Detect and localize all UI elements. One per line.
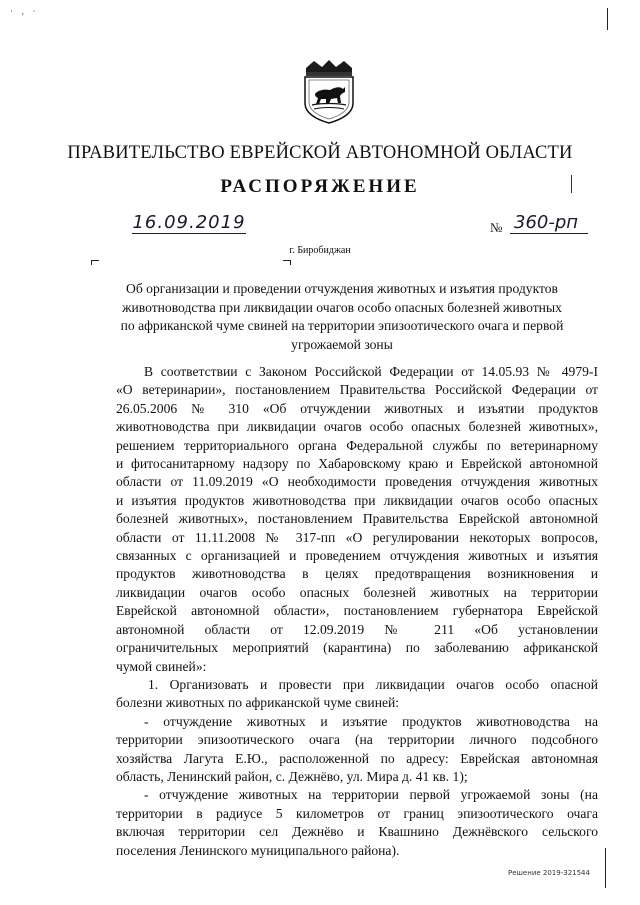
government-title: ПРАВИТЕЛЬСТВО ЕВРЕЙСКОЙ АВТОНОМНОЙ ОБЛАСТИ (67, 143, 573, 163)
city-label: г. Биробиджан (289, 245, 351, 256)
document-date: 16.09.2019 (132, 212, 246, 233)
body-line: продуктов животноводства в целях предотвращения возникновения и (116, 566, 598, 582)
clause-item-line: поселения Ленинского муниципального района). (116, 842, 400, 858)
document-subject (86, 280, 598, 354)
coat-of-arms-icon (300, 58, 358, 124)
clause-item-line: территории эпизоотического очага (на территории личного подсобного (116, 732, 598, 748)
body-line: решением территориального органа Федеральной службы по ветеринарному (116, 437, 598, 453)
clause-item-line: - отчуждение животных на территории первой угрожаемой зоны (на (144, 787, 598, 803)
document-body (116, 363, 598, 860)
clause-item-line: - отчуждение животных и изъятие продуктов животноводства на (144, 713, 598, 729)
scan-artifact-line (571, 175, 572, 193)
document-number: 360-рп (510, 213, 588, 234)
body-line: области от 11.09.2019 «О необходимости проведения отчуждения животных (116, 474, 598, 490)
corner-mark-right (283, 260, 291, 265)
body-line: и изъятия продуктов животноводства при ликвидации очагов особо опасных (116, 492, 598, 508)
subject-line: Об организации и проведении отчуждения животных и изъятия продуктов (126, 281, 558, 296)
corner-mark-left (91, 260, 99, 265)
body-line: 26.05.2006 № 310 «Об отчуждении животных и изъятии продуктов (116, 400, 598, 416)
clause-item-line: область, Ленинский район, с. Дежнёво, ул. Мира д. 41 кв. 1); (116, 768, 468, 784)
body-line: ликвидации очагов особо опасных болезней животных на территории (116, 584, 598, 600)
clause-line: 1. Организовать и провести при ликвидации очагов особо опасной (148, 676, 598, 692)
body-line: ограничительных мероприятий (карантина) по заболеванию африканской (116, 640, 598, 656)
body-line: животноводства при ликвидации очагов особо опасных болезней животных», (116, 419, 598, 435)
body-line: и фитосанитарному надзору по Хабаровскому краю и Еврейской автономной (116, 456, 598, 472)
footer-reference: Решение 2019-321544 (508, 869, 590, 877)
body-line: автономной области от 12.09.2019 № 211 «Об установлении (116, 621, 598, 637)
number-sign: № (490, 220, 503, 235)
body-line: области от 11.11.2008 № 317-пп «О регулировании некоторых вопросов, (116, 529, 598, 545)
document-type-heading: РАСПОРЯЖЕНИЕ (220, 176, 420, 197)
scan-specks: · ‚ · (10, 6, 39, 16)
clause-item-line: включая территории сел Дежнёво и Квашнино Дежнёвского сельского (116, 824, 598, 840)
subject-line: животноводства при ликвидации очагов особо опасных болезней животных (122, 299, 562, 315)
body-line: болезней животных», постановлением Правительства Еврейской автономной (116, 511, 598, 527)
scan-artifact-line (607, 8, 608, 30)
body-line: чумой свиней»: (116, 658, 207, 674)
clause-line: болезни животных по африканской чуме свиней: (116, 695, 400, 711)
body-line: В соответствии с Законом Российской Федерации от 14.05.93 № 4979-I (144, 364, 598, 379)
body-line: «О ветеринарии», постановлением Правительства Российской Федерации от (116, 382, 598, 398)
body-line: Еврейской автономной области», постановлением губернатора Еврейской (116, 603, 598, 619)
clause-item-line: хозяйства Лагута Е.Ю., расположенной по адресу: Еврейская автономная (116, 750, 598, 766)
subject-line: по африканской чуме свиней на территории эпизоотического очага и первой (120, 318, 564, 333)
clause-item-line: территории в радиусе 5 километров от границ эпизоотического очага (116, 805, 598, 821)
scan-artifact-line (605, 848, 606, 888)
subject-line: угрожаемой зоны (291, 336, 393, 352)
body-line: связанных с организацией и проведением отчуждения животных и изъятия (116, 548, 598, 564)
